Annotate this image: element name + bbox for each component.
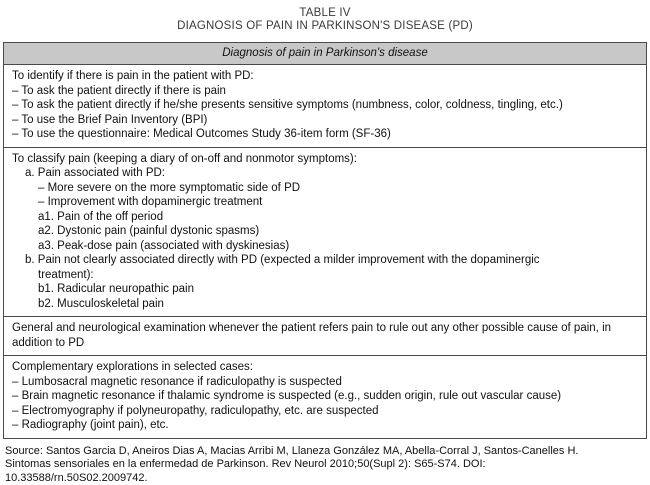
table-header: Diagnosis of pain in Parkinson's disease <box>4 43 646 65</box>
table-section <box>4 355 646 438</box>
table-line: b2. Musculoskeletal pain <box>10 297 640 312</box>
table-line: – More severe on the more symptomatic side of PD <box>10 181 640 196</box>
table-line: b. Pain not clearly associated directly with PD (expected a milder improvement with the dopaminergic treatment): <box>10 253 640 282</box>
table-section <box>4 147 646 317</box>
source-note: Source: Santos Garcia D, Aneiros Dias A, Macias Arribi M, Llaneza González MA, Abella-Corral J, Santos-Canelles H. Sintomas sensoriales en la enfermedad de Parkinson. Rev Neurol 2010;50(Supl 2): S65-S74. DOI: 10.33588/rn.50S02.2009742. <box>3 439 647 485</box>
table-section <box>4 316 646 355</box>
table-line: a3. Peak-dose pain (associated with dyskinesias) <box>10 239 640 254</box>
table-line: – Radiography (joint pain), etc. <box>10 418 640 433</box>
table-line: To classify pain (keeping a diary of on-off and nonmotor symptoms): <box>10 152 640 167</box>
table-body <box>4 65 646 438</box>
table-line: – Brain magnetic resonance if thalamic syndrome is suspected (e.g., sudden origin, rule out vascular cause) <box>10 389 640 404</box>
table-line: – To use the questionnaire: Medical Outcomes Study 36-item form (SF-36) <box>10 127 640 142</box>
diagnosis-table <box>3 42 647 439</box>
table-line: To identify if there is pain in the patient with PD: <box>10 69 640 84</box>
table-caption <box>3 7 647 33</box>
table-line: – To ask the patient directly if there is pain <box>10 84 640 99</box>
table-line: a. Pain associated with PD: <box>10 166 640 181</box>
table-line: Complementary explorations in selected cases: <box>10 360 640 375</box>
table-line: – Electromyography if polyneuropathy, radiculopathy, etc. are suspected <box>10 404 640 419</box>
table-line: – To use the Brief Pain Inventory (BPI) <box>10 113 640 128</box>
table-line: – To ask the patient directly if he/she presents sensitive symptoms (numbness, color, coldness, tingling, etc.) <box>10 98 640 113</box>
table-line: General and neurological examination whenever the patient refers pain to rule out any other possible cause of pain, in addition to PD <box>10 321 640 350</box>
table-section <box>4 65 646 147</box>
table-title: DIAGNOSIS OF PAIN IN PARKINSON'S DISEASE (PD) <box>3 20 647 33</box>
table-number: TABLE IV <box>3 7 647 20</box>
table-line: b1. Radicular neuropathic pain <box>10 282 640 297</box>
table-line: a1. Pain of the off period <box>10 210 640 225</box>
table-line: – Lumbosacral magnetic resonance if radiculopathy is suspected <box>10 375 640 390</box>
table-line: – Improvement with dopaminergic treatment <box>10 195 640 210</box>
table-line: a2. Dystonic pain (painful dystonic spasms) <box>10 224 640 239</box>
